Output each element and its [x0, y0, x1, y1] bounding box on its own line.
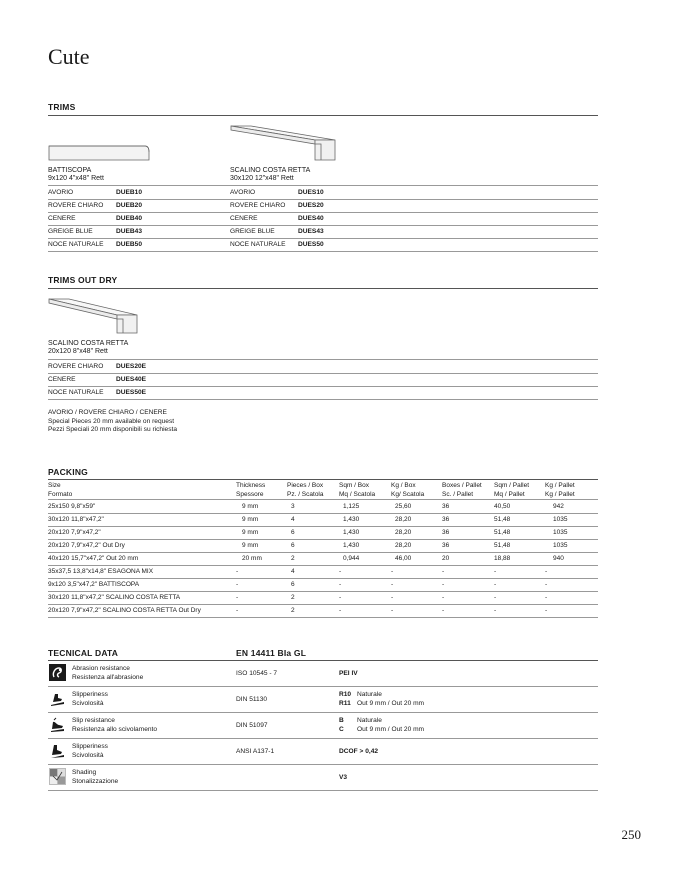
table-cell: -: [391, 568, 394, 575]
table-cell: 6: [291, 542, 295, 549]
divider: [48, 288, 598, 289]
table-cell: 20 mm: [242, 555, 262, 562]
technical-standard: EN 14411 BIa GL: [236, 648, 307, 658]
table-cell: -: [339, 607, 342, 614]
table-cell: 40x120 15,7"x47,2" Out 20 mm: [48, 555, 139, 562]
table-cell: 3: [291, 503, 295, 510]
product-size: 20x120 8"x48" Rett: [48, 348, 108, 355]
product-name: BATTISCOPA: [48, 167, 92, 174]
value-desc: Out 9 mm / Out 20 mm: [357, 699, 425, 707]
table-row: [48, 360, 598, 374]
color-name: ROVERE CHIARO: [48, 202, 104, 209]
table-cell: 2: [291, 594, 295, 601]
note-line: Special Pieces 20 mm available on request: [48, 417, 175, 425]
table-cell: -: [442, 594, 445, 601]
table-row: [48, 225, 598, 239]
trims-out-dry-heading: TRIMS OUT DRY: [48, 275, 118, 285]
table-cell: 25,60: [395, 503, 412, 510]
value-class: R10: [339, 691, 352, 698]
table-cell: -: [236, 581, 239, 588]
table-cell: 28,20: [395, 542, 412, 549]
table-row: [48, 604, 598, 618]
value-class: DCOF > 0,42: [339, 747, 379, 755]
table-cell: 4: [291, 568, 295, 575]
table-cell: -: [494, 607, 497, 614]
table-cell: 1,125: [343, 503, 360, 510]
table-row: [48, 500, 598, 514]
value-class: B: [339, 717, 344, 724]
table-cell: 36: [442, 529, 450, 536]
product-code: DUES20E: [116, 363, 147, 370]
property-label-it: Resistenza allo scivolamento: [72, 725, 158, 733]
table-cell: -: [236, 594, 239, 601]
color-name: ROVERE CHIARO: [230, 202, 286, 209]
divider: [48, 115, 598, 116]
product-code: DUEB43: [116, 228, 143, 235]
table-cell: -: [494, 581, 497, 588]
product-code: DUES50E: [116, 389, 147, 396]
table-cell: 9 mm: [242, 516, 259, 523]
product-code: DUEB50: [116, 241, 143, 248]
table-cell: 4: [291, 516, 295, 523]
table-cell: -: [391, 594, 394, 601]
column-header: Thickness: [236, 482, 266, 489]
property-label-en: Slip resistance: [72, 717, 115, 724]
column-header: Kg/ Scatola: [391, 490, 425, 498]
packing-table-header: [48, 482, 598, 500]
color-name: CENERE: [48, 215, 76, 222]
table-cell: 6: [291, 581, 295, 588]
table-cell: 40,50: [494, 503, 511, 510]
product-code: DUEB40: [116, 215, 143, 222]
table-cell: 2: [291, 607, 295, 614]
table-cell: 25x150 9,8"x59": [48, 503, 96, 510]
table-cell: 9x120 3,5"x47,2" BATTISCOPA: [48, 581, 140, 588]
color-name: CENERE: [230, 215, 258, 222]
product-code: DUES50: [298, 241, 324, 248]
product-code: DUES43: [298, 228, 324, 235]
table-row: [48, 238, 598, 252]
table-row: [48, 739, 598, 765]
table-cell: 1035: [553, 542, 568, 549]
color-name: NOCE NATURALE: [230, 241, 286, 248]
color-name: CENERE: [48, 376, 76, 383]
table-row: [48, 578, 598, 592]
table-row: [48, 661, 598, 687]
property-label-it: Scivolosità: [72, 751, 104, 759]
table-row: [48, 526, 598, 540]
table-cell: -: [339, 594, 342, 601]
table-cell: 20x120 7,9"x47,2" Out Dry: [48, 542, 125, 549]
column-header: Boxes / Pallet: [442, 482, 482, 489]
table-cell: -: [236, 607, 239, 614]
table-cell: -: [442, 607, 445, 614]
column-header: Mq / Pallet: [494, 490, 525, 498]
page-number: 250: [621, 827, 641, 842]
column-header: Kg / Pallet: [545, 490, 575, 498]
column-header: Kg / Box: [391, 482, 416, 489]
table-cell: -: [339, 568, 342, 575]
table-cell: 9 mm: [242, 529, 259, 536]
table-row: [48, 373, 598, 387]
table-cell: 20x120 7,9"x47,2": [48, 529, 101, 536]
table-row: [48, 713, 598, 739]
table-cell: 1035: [553, 516, 568, 523]
property-label-en: Shading: [72, 769, 97, 776]
product-code: DUES10: [298, 189, 324, 196]
color-name: ROVERE CHIARO: [48, 363, 104, 370]
test-standard: DIN 51130: [236, 695, 268, 703]
table-row: [48, 513, 598, 527]
test-standard: ISO 10545 - 7: [236, 669, 278, 677]
table-row: [48, 212, 598, 226]
table-cell: 0,944: [343, 555, 360, 562]
table-cell: -: [545, 568, 548, 575]
scalino-out-dry-drawing: [47, 295, 139, 335]
table-cell: 30x120 11,8"x47,2" SCALINO COSTA RETTA: [48, 594, 181, 601]
value-desc: Naturale: [357, 691, 382, 698]
table-cell: 51,48: [494, 542, 511, 549]
test-standard: ANSI A137-1: [236, 747, 275, 755]
page-title: Cute: [48, 44, 90, 69]
abrasion-icon: [49, 664, 66, 681]
table-cell: 1,430: [343, 529, 360, 536]
value-class: R11: [339, 699, 351, 707]
table-cell: 28,20: [395, 529, 412, 536]
table-row: [48, 186, 598, 200]
table-cell: 35x37,5 13,8"x14,8" ESAGONA MIX: [48, 568, 154, 575]
table-row: [48, 539, 598, 553]
value-class: PEI IV: [339, 669, 358, 677]
table-cell: 942: [553, 503, 564, 510]
color-name: NOCE NATURALE: [48, 241, 104, 248]
product-code: DUES20: [298, 202, 324, 209]
product-size: 30x120 12"x48" Rett: [230, 175, 294, 182]
scalino-costa-retta-drawing: [229, 122, 337, 162]
table-cell: -: [545, 594, 548, 601]
test-standard: DIN 51097: [236, 721, 268, 729]
value-class: V3: [339, 773, 348, 781]
color-name: GREIGE BLUE: [48, 228, 93, 235]
color-name: AVORIO: [48, 189, 74, 196]
table-cell: 20x120 7,9"x47,2" SCALINO COSTA RETTA Out Dry: [48, 607, 201, 614]
slipperiness-dcof-icon: [49, 742, 66, 759]
table-cell: 36: [442, 542, 450, 549]
property-label-en: Slipperiness: [72, 743, 108, 750]
table-cell: -: [442, 581, 445, 588]
table-cell: -: [494, 594, 497, 601]
table-cell: 30x120 11,8"x47,2": [48, 516, 104, 523]
column-header: Size: [48, 482, 61, 489]
column-header: Pz. / Scatola: [287, 490, 324, 498]
table-cell: 940: [553, 555, 564, 562]
table-cell: 9 mm: [242, 542, 259, 549]
column-header: Pieces / Box: [287, 482, 324, 489]
table-cell: 18,88: [494, 555, 511, 562]
value-desc: Out 9 mm / Out 20 mm: [357, 725, 425, 733]
table-cell: 51,48: [494, 529, 511, 536]
table-row: [48, 565, 598, 579]
table-cell: 36: [442, 503, 450, 510]
property-label-it: Stonalizzazione: [72, 777, 119, 785]
slipperiness-icon: [49, 690, 66, 707]
property-label-en: Slipperiness: [72, 691, 108, 698]
value-desc: Naturale: [357, 717, 382, 724]
slip-resistance-icon: [49, 716, 66, 733]
product-name: SCALINO COSTA RETTA: [230, 167, 311, 174]
table-cell: 36: [442, 516, 450, 523]
column-header: Spessore: [236, 490, 264, 498]
divider: [48, 479, 598, 480]
table-cell: -: [391, 607, 394, 614]
table-cell: -: [391, 581, 394, 588]
battiscopa-drawing: [48, 140, 150, 162]
table-cell: 1,430: [343, 516, 360, 523]
table-row: [48, 199, 598, 213]
table-row: [48, 552, 598, 566]
column-header: Sqm / Pallet: [494, 482, 530, 489]
table-cell: 28,20: [395, 516, 412, 523]
table-row: [48, 591, 598, 605]
column-header: Mq / Scatola: [339, 490, 376, 498]
table-cell: -: [442, 568, 445, 575]
note-line: AVORIO / ROVERE CHIARO / CENERE: [48, 409, 167, 416]
column-header: Sc. / Pallet: [442, 490, 474, 498]
product-code: DUEB10: [116, 189, 143, 196]
column-header: Kg / Pallet: [545, 482, 575, 489]
table-row: [48, 386, 598, 400]
technical-heading: TECNICAL DATA: [48, 648, 119, 658]
color-name: NOCE NATURALE: [48, 389, 104, 396]
product-name: SCALINO COSTA RETTA: [48, 340, 129, 347]
table-cell: 9 mm: [242, 503, 259, 510]
property-label-it: Resistenza all'abrasione: [72, 673, 144, 681]
value-class: C: [339, 725, 344, 733]
product-size: 9x120 4"x48" Rett: [48, 175, 104, 182]
table-cell: -: [494, 568, 497, 575]
note-line: Pezzi Speciali 20 mm disponibili su richiesta: [48, 426, 177, 433]
column-header: Sqm / Box: [339, 482, 369, 489]
column-header: Formato: [48, 490, 73, 498]
product-code: DUEB20: [116, 202, 143, 209]
shading-icon: [49, 768, 66, 785]
table-cell: -: [236, 568, 239, 575]
table-cell: -: [545, 607, 548, 614]
table-cell: -: [339, 581, 342, 588]
special-pieces-note: [48, 409, 177, 435]
table-cell: 1035: [553, 529, 568, 536]
color-name: AVORIO: [230, 189, 256, 196]
table-row: [48, 765, 598, 791]
table-cell: 6: [291, 529, 295, 536]
table-cell: 46,00: [395, 555, 412, 562]
product-code: DUES40: [298, 215, 324, 222]
property-label-en: Abrasion resistance: [72, 665, 130, 672]
table-cell: 1,430: [343, 542, 360, 549]
packing-heading: PACKING: [48, 467, 88, 477]
table-cell: -: [545, 581, 548, 588]
trims-heading: TRIMS: [48, 102, 76, 112]
table-cell: 2: [291, 555, 295, 562]
color-name: GREIGE BLUE: [230, 228, 275, 235]
property-label-it: Scivolosità: [72, 699, 104, 707]
table-row: [48, 687, 598, 713]
table-cell: 20: [442, 555, 450, 562]
product-code: DUES40E: [116, 376, 147, 383]
table-cell: 51,48: [494, 516, 511, 523]
